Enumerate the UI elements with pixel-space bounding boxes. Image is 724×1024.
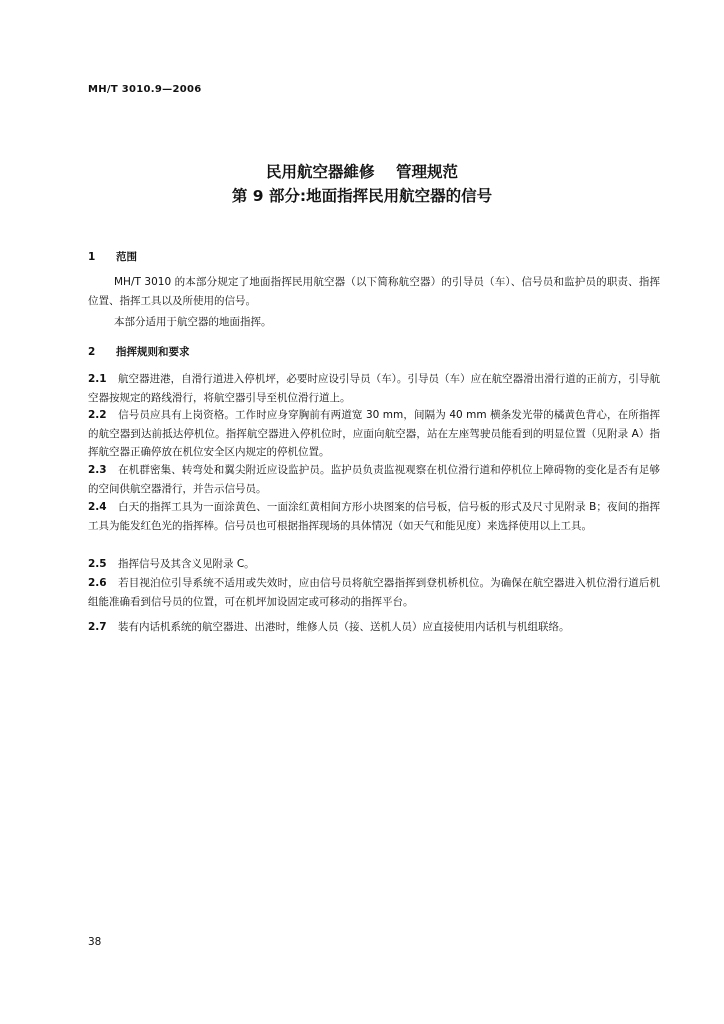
title-line-2: 第 9 部分:地面指挥民用航空器的信号 — [231, 187, 493, 205]
page-number: 38 — [88, 936, 102, 948]
clause-number: 2.7 — [88, 621, 107, 633]
clause-number: 2.1 — [88, 373, 107, 385]
clause-text: 白天的指挥工具为一面涂黄色、一面涂红黄相间方形小块图案的信号板，信号板的形式及尺寸见附录 B；夜间的指挥工具为能发红色光的指挥棒。信号员也可根据指挥现场的具体情况（如天气和能见度）来选择使用以上工具。 — [88, 501, 660, 532]
clause-2-4 — [88, 498, 660, 535]
title-line-1: 民用航空器維修 管理规范 — [265, 163, 459, 181]
clause-text: 若目视泊位引导系统不适用或失效时，应由信号员将航空器指挥到登机桥机位。为确保在航空器进入机位滑行道后机组能准确看到信号员的位置，可在机坪加设固定或可移动的指挥平台。 — [88, 577, 660, 608]
clause-text: 指挥信号及其含义见附录 C。 — [118, 558, 255, 570]
clause-text: 信号员应具有上岗资格。工作时应身穿胸前有两道宽 30 mm，间隔为 40 mm 横条发光带的橘黄色背心，在所指挥的航空器到达前抵达停机位。指挥航空器进入停机位时，应面向航空器，站在左座驾驶员能看到的明显位置（见附录 A）指挥航空器正确停放在机位安全区内规定的停机位置。 — [88, 409, 660, 458]
section-title: 指挥规则和要求 — [116, 346, 190, 358]
clause-2-2 — [88, 406, 660, 462]
clause-2-5 — [88, 555, 660, 574]
clause-number: 2.2 — [88, 409, 107, 421]
clause-number: 2.5 — [88, 558, 107, 570]
clause-text: 装有内话机系统的航空器进、出港时，维修人员（接、送机人员）应直接使用内话机与机组联络。 — [118, 621, 570, 633]
section-title: 范围 — [116, 251, 137, 263]
section-1-paragraph-2: 本部分适用于航空器的地面指挥。 — [114, 316, 272, 328]
document-title — [0, 160, 724, 208]
clause-2-6 — [88, 574, 660, 611]
clause-number: 2.4 — [88, 501, 107, 513]
clause-number: 2.6 — [88, 577, 107, 589]
section-1-heading — [88, 249, 137, 264]
clause-number: 2.3 — [88, 464, 107, 476]
clause-text: 在机群密集、转弯处和翼尖附近应设监护员。监护员负责监视观察在机位滑行道和停机位上障碍物的变化是否有足够的空间供航空器滑行，并告示信号员。 — [88, 464, 660, 495]
clause-2-1 — [88, 370, 660, 407]
document-code: MH/T 3010.9—2006 — [88, 84, 202, 95]
clause-2-7 — [88, 618, 660, 637]
section-2-heading — [88, 344, 190, 359]
clause-2-3 — [88, 461, 660, 498]
section-1-paragraph-1: MH/T 3010 的本部分规定了地面指挥民用航空器（以下简称航空器）的引导员（车）、信号员和监护员的职责、指挥位置、指挥工具以及所使用的信号。 — [88, 276, 660, 307]
section-number: 1 — [88, 251, 96, 263]
clause-text: 航空器进港，自滑行道进入停机坪，必要时应设引导员（车）。引导员（车）应在航空器滑出滑行道的正前方，引导航空器按规定的路线滑行，将航空器引导至机位滑行道上。 — [88, 373, 660, 404]
section-number: 2 — [88, 346, 96, 358]
